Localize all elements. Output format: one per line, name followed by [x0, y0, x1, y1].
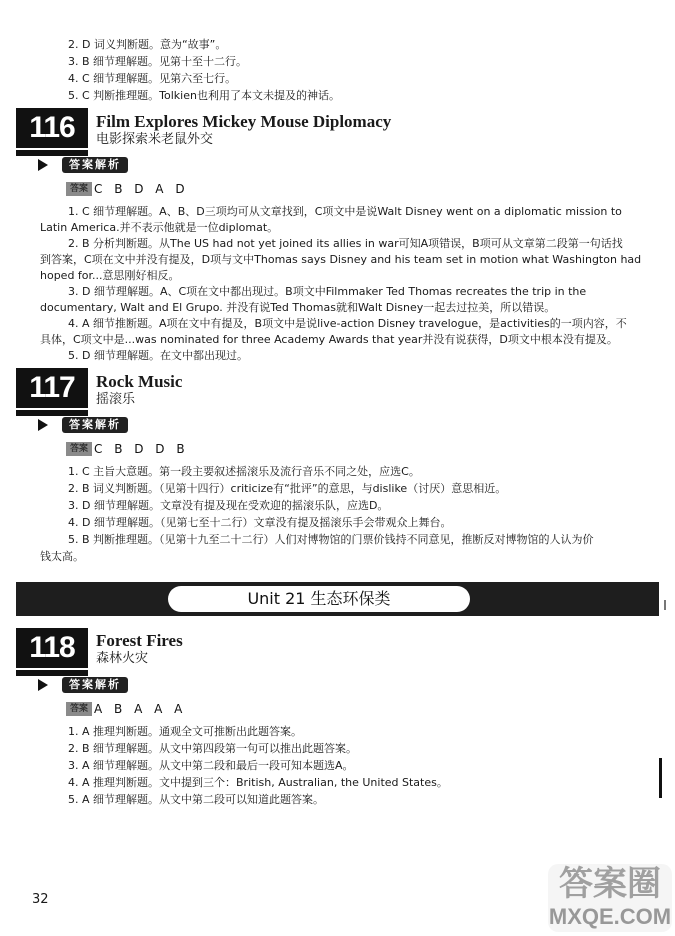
answer-key-row-118	[66, 702, 186, 717]
explanation-line: 4. A 细节推断题。A项在文中有提及，B项文中是说live-action Disney travelogue，是activities的一项内容，不	[68, 317, 627, 330]
answer-key-row-116	[66, 182, 189, 197]
triangle-bullet-icon	[38, 679, 48, 691]
prev-answer-line-4: 4. C 细节理解题。见第六至七行。	[68, 72, 237, 85]
explanation-line: 到答案，C项在文中并没有提及，D项与文中Thomas says Disney and his team set in motion what Washington had	[40, 253, 642, 266]
explanation-line: 5. A 细节理解题。从文中第二段可以知道此题答案。	[68, 793, 325, 806]
answer-analysis-label: 答案解析	[62, 677, 128, 693]
section-number-116: 116	[16, 108, 88, 148]
section-number-strip	[16, 150, 88, 156]
explanation-line: 4. A 推理判断题。文中提到三个：British, Australian, the United States。	[68, 776, 448, 789]
scan-edge-dot	[664, 600, 666, 610]
explanation-line: 2. B 词义判断题。（见第十四行）criticize有“批评”的意思，与dislike（讨厌）意思相近。	[68, 482, 507, 495]
explanation-line: 1. C 主旨大意题。第一段主要叙述摇滚乐及流行音乐不同之处，应选C。	[68, 465, 420, 478]
triangle-bullet-icon	[38, 159, 48, 171]
answer-key-118: A B A A A	[94, 702, 187, 716]
watermark-url: MXQE.COM	[548, 904, 672, 929]
explanation-line: 4. D 细节理解题。（见第七至十二行）文章没有提及摇滚乐手会带观众上舞台。	[68, 516, 452, 529]
section-title-cn-116: 电影探索米老鼠外交	[96, 132, 214, 147]
answer-key-117: C B D D B	[94, 442, 189, 456]
answer-key-row-117	[66, 442, 189, 457]
page-number: 32	[32, 892, 49, 907]
explanation-line: 3. D 细节理解题。文章没有提及现在受欢迎的摇滚乐队，应选D。	[68, 499, 389, 512]
explanation-line: Latin America.并不表示他就是一位diplomat。	[40, 221, 279, 234]
section-title-cn-117: 摇滚乐	[96, 392, 136, 407]
answer-analysis-label: 答案解析	[62, 417, 128, 433]
unit-title: Unit 21 生态环保类	[168, 586, 470, 612]
prev-answer-line-5: 5. C 判断推理题。Tolkien也利用了本文未提及的神话。	[68, 89, 340, 102]
explanation-line: 5. D 细节理解题。在文中都出现过。	[68, 349, 248, 362]
explanation-line: 3. A 细节理解题。从文中第二段和最后一段可知本题选A。	[68, 759, 354, 772]
explanation-line: 5. B 判断推理题。（见第十九至二十二行）人们对博物馆的门票价钱持不同意见，推断反对博物馆的人认为价	[68, 533, 594, 546]
explanation-line: documentary, Walt and El Grupo. 并没有说Ted Thomas就和Walt Disney一起去过拉美，所以错误。	[40, 301, 556, 314]
section-number-117: 117	[16, 368, 88, 408]
section-number-strip	[16, 410, 88, 416]
section-title-en-118: Forest Fires	[96, 631, 183, 650]
explanation-line: 2. B 细节理解题。从文中第四段第一句可以推出此题答案。	[68, 742, 358, 755]
answer-tag: 答案	[66, 702, 92, 716]
section-title-en-116: Film Explores Mickey Mouse Diplomacy	[96, 112, 392, 131]
section-number-118: 118	[16, 628, 88, 668]
triangle-bullet-icon	[38, 419, 48, 431]
answer-tag: 答案	[66, 442, 92, 456]
section-number-strip	[16, 670, 88, 676]
explanation-line: 具体，C项文中是...was nominated for three Academy Awards that year并没有说获得，D项文中根本没有提及。	[40, 333, 618, 346]
watermark-logo-text: 答案圈	[559, 864, 661, 904]
explanation-line: 1. A 推理判断题。通观全文可推断出此题答案。	[68, 725, 303, 738]
section-title-cn-118: 森林火灾	[96, 651, 149, 666]
explanation-line: 3. D 细节理解题。A、C项在文中都出现过。B项文中Filmmaker Ted Thomas recreates the trip in the	[68, 285, 587, 298]
answer-tag: 答案	[66, 182, 92, 196]
explanation-line: 2. B 分析判断题。从The US had not yet joined its allies in war可知A项错误，B项可从文章第二段第一句话找	[68, 237, 623, 250]
scan-edge-mark	[659, 758, 662, 798]
explanation-line: 1. C 细节理解题。A、B、D三项均可从文章找到，C项文中是说Walt Disney went on a diplomatic mission to	[68, 205, 622, 218]
answer-key-116: C B D A D	[94, 182, 189, 196]
explanation-line: hoped for...意思刚好相反。	[40, 269, 180, 282]
explanation-line: 钱太高。	[40, 550, 84, 563]
prev-answer-line-2: 2. D 词义判断题。意为“故事”。	[68, 38, 227, 51]
answer-analysis-label: 答案解析	[62, 157, 128, 173]
prev-answer-line-3: 3. B 细节理解题。见第十至十二行。	[68, 55, 248, 68]
section-title-en-117: Rock Music	[96, 372, 183, 391]
